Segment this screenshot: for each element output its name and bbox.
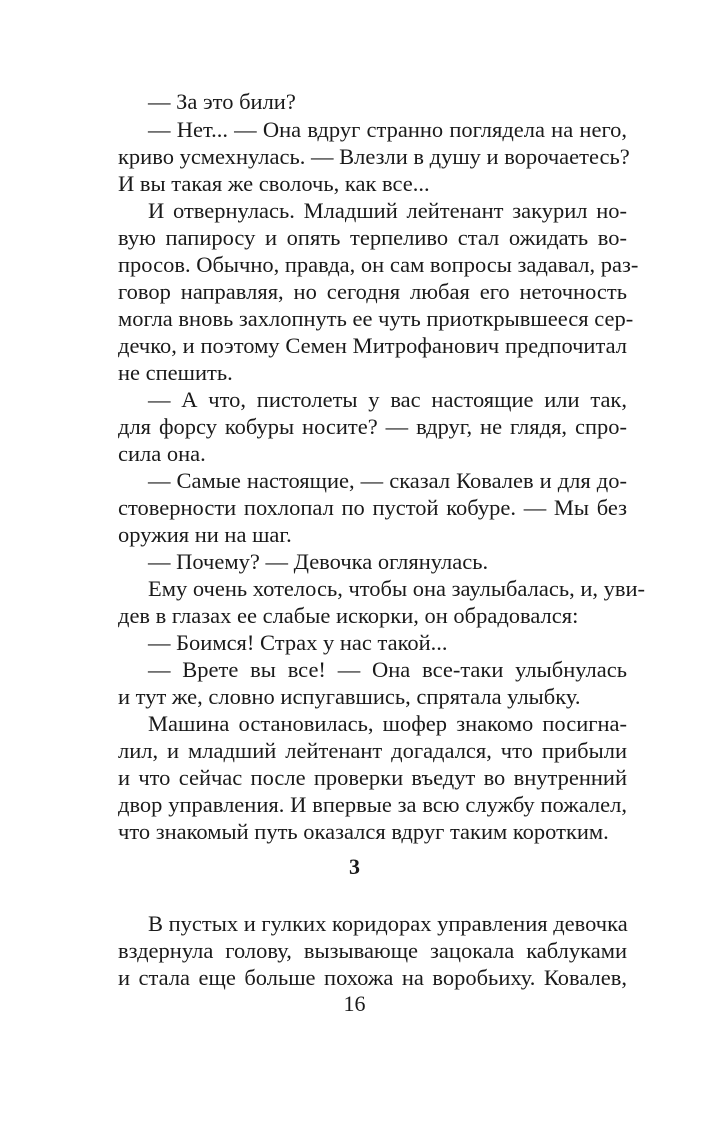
text-line: дев в глазах ее слабые искорки, он обрадовался: <box>118 603 579 628</box>
text-line: двор управления. И впервые за всю службу пожалел, <box>118 792 627 817</box>
text-line: В пустых и гулких коридорах управления девочка <box>148 911 628 936</box>
text-line: И вы такая же сволочь, как все... <box>118 171 430 196</box>
text-line: и что сейчас после проверки въедут во внутренний <box>118 765 627 790</box>
text-line: — Нет... — Она вдруг странно поглядела на него, <box>148 117 627 142</box>
text-line: не спешить. <box>118 360 233 385</box>
text-line: — Самые настоящие, — сказал Ковалев и для до- <box>148 468 627 493</box>
text-line: криво усмехнулась. — Влезли в душу и ворочаетесь? <box>118 144 630 169</box>
text-line: для форсу кобуры носите? — вдруг, не глядя, спро- <box>118 414 627 439</box>
text-line: — Врете вы все! — Она все-таки улыбнулась <box>148 657 627 682</box>
text-line: могла вновь захлопнуть ее чуть приоткрывшееся сер- <box>118 306 634 331</box>
text-line: говор направляя, но сегодня любая его неточность <box>118 279 627 304</box>
text-line: лил, и младший лейтенант догадался, что прибыли <box>118 738 627 763</box>
text-line: и стала еще больше похожа на воробьиху. Ковалев, <box>118 965 627 990</box>
text-line: просов. Обычно, правда, он сам вопросы задавал, раз- <box>118 252 639 277</box>
text-line: — За это били? <box>148 89 296 114</box>
text-line: Ему очень хотелось, чтобы она заулыбалась, и, уви- <box>148 576 646 601</box>
text-line: — Почему? — Девочка оглянулась. <box>148 549 489 574</box>
text-line: Машина остановилась, шофер знакомо посигна- <box>148 711 627 736</box>
text-line: вздернула голову, вызывающе зацокала каблуками <box>118 938 627 963</box>
text-line: оружия ни на шаг. <box>118 522 292 547</box>
text-line: дечко, и поэтому Семен Митрофанович предпочитал <box>118 333 627 358</box>
text-line: что знакомый путь оказался вдруг таким коротким. <box>118 819 609 844</box>
text-line: стоверности похлопал по пустой кобуре. — Мы без <box>118 495 627 520</box>
text-line: — А что, пистолеты у вас настоящие или так, <box>148 387 627 412</box>
page-number: 16 <box>343 991 366 1016</box>
text-line: И отвернулась. Младший лейтенант закурил но- <box>148 198 627 223</box>
chapter-number: 3 <box>349 854 360 879</box>
text-line: сила она. <box>118 441 206 466</box>
text-line: — Боимся! Страх у нас такой... <box>148 630 448 655</box>
text-line: вую папиросу и опять терпеливо стал ожидать во- <box>118 225 627 250</box>
text-line: и тут же, словно испугавшись, спрятала улыбку. <box>118 684 581 709</box>
